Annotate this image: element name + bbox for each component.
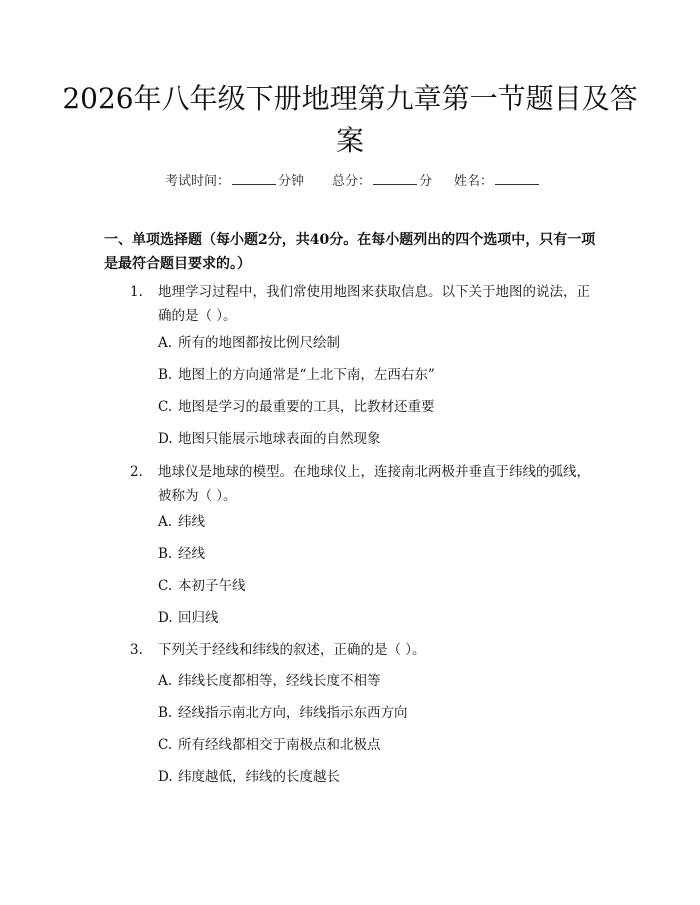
question-text: 地理学习过程中，我们常使用地图来获取信息。以下关于地图的说法，正确的是（ ）。 <box>158 284 590 324</box>
option-2b[interactable] <box>158 544 205 564</box>
option-letter: B. <box>158 705 173 721</box>
question-number: 3. <box>130 642 143 658</box>
option-text: 纬线 <box>178 514 205 530</box>
student-name-field <box>454 170 541 192</box>
exam-info-line <box>0 170 700 190</box>
option-letter: B. <box>158 367 173 383</box>
option-1d[interactable] <box>158 429 381 449</box>
option-2a[interactable] <box>158 512 205 532</box>
option-letter: D. <box>158 431 173 447</box>
option-1b[interactable] <box>158 365 435 385</box>
total-score-blank <box>373 170 417 185</box>
section-heading: 一、单项选择题（每小题2分，共40分。在每小题列出的四个选项中，只有一项是最符合题目要求的。） <box>104 232 596 272</box>
option-3b[interactable] <box>158 703 408 723</box>
option-letter: C. <box>158 578 173 594</box>
question-1 <box>130 280 602 328</box>
option-text: 本初子午线 <box>178 578 246 594</box>
option-letter: D. <box>158 769 173 785</box>
option-text: 所有的地图都按比例尺绘制 <box>178 335 340 351</box>
question-number: 2. <box>130 464 143 480</box>
option-1c[interactable] <box>158 397 435 417</box>
option-text: 地图上的方向通常是“上北下南，左西右东” <box>178 367 435 383</box>
option-text: 地图只能展示地球表面的自然现象 <box>178 431 381 447</box>
option-letter: B. <box>158 546 173 562</box>
question-text: 地球仪是地球的模型。在地球仪上，连接南北两极并垂直于纬线的弧线，被称为（ ）。 <box>158 464 590 504</box>
total-score-label: 总分： <box>332 174 372 189</box>
option-2d[interactable] <box>158 608 219 628</box>
option-text: 经线指示南北方向，纬线指示东西方向 <box>178 705 408 721</box>
exam-time-field <box>165 170 304 192</box>
option-letter: C. <box>158 737 173 753</box>
exam-time-label: 考试时间： <box>165 174 231 189</box>
total-score-unit: 分 <box>419 174 433 189</box>
option-letter: A. <box>158 673 173 689</box>
option-text: 纬线长度都相等，经线长度不相等 <box>178 673 381 689</box>
student-name-label: 姓名： <box>454 174 494 189</box>
question-3 <box>130 638 602 662</box>
exam-time-unit: 分钟 <box>278 174 305 189</box>
option-text: 经线 <box>178 546 205 562</box>
option-1a[interactable] <box>158 333 340 353</box>
total-score-field <box>332 170 432 192</box>
option-letter: A. <box>158 514 173 530</box>
option-3c[interactable] <box>158 735 381 755</box>
question-2 <box>130 460 602 508</box>
option-text: 地图是学习的最重要的工具，比教材还重要 <box>178 399 435 415</box>
page-title: 2026年八年级下册地理第九章第一节题目及答案 <box>62 82 638 157</box>
option-3d[interactable] <box>158 767 340 787</box>
question-number: 1. <box>130 284 143 300</box>
option-letter: C. <box>158 399 173 415</box>
student-name-blank <box>495 170 539 185</box>
option-text: 所有经线都相交于南极点和北极点 <box>178 737 381 753</box>
question-text: 下列关于经线和纬线的叙述，正确的是（ ）。 <box>158 642 426 658</box>
option-text: 纬度越低，纬线的长度越长 <box>178 769 340 785</box>
option-text: 回归线 <box>178 610 219 626</box>
option-3a[interactable] <box>158 671 381 691</box>
exam-time-blank <box>232 170 276 185</box>
option-letter: A. <box>158 335 173 351</box>
option-2c[interactable] <box>158 576 246 596</box>
option-letter: D. <box>158 610 173 626</box>
